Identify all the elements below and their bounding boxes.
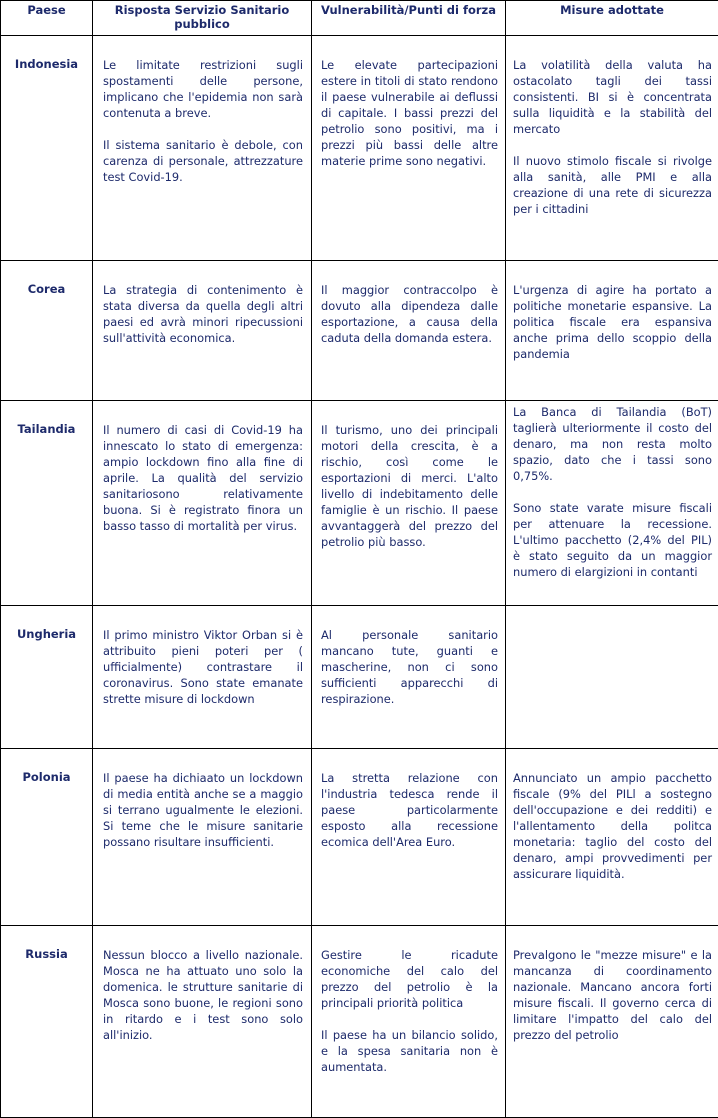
vulnerability-text: La stretta relazione con l'industria tedesca rende il paese particolarmente esposto alla recessione ecomica dell'Area Euro. <box>321 770 498 850</box>
measures-empty-cell <box>506 606 718 749</box>
health-response-text: La strategia di contenimento è stata diversa da quella degli altri paesi ed avrà minori ripecussioni sull'attività economica. <box>103 282 303 346</box>
country-name: Ungheria <box>1 606 93 749</box>
header-row <box>1 1 718 36</box>
country-name: Tailandia <box>1 401 93 606</box>
health-response-text: Il sistema sanitario è debole, con carenza di personale, attrezzature test Covid-19. <box>103 137 303 185</box>
vulnerability-text: Al personale sanitario mancano tute, guanti e mascherine, non ci sono sufficienti apparecchi di respirazione. <box>321 627 498 707</box>
vulnerability-text: Il paese ha un bilancio solido, e la spesa sanitaria non è aumentata. <box>321 1027 498 1075</box>
header-country: Paese <box>1 1 93 36</box>
measures-text: Prevalgono le "mezze misure" e la mancanza di coordinamento nazionale. Mancano ancora forti misure fiscali. Il governo cerca di limitare l'impatto del calo del prezzo del petrolio <box>513 947 712 1043</box>
country-name: Corea <box>1 261 93 401</box>
country-name: Russia <box>1 926 93 1118</box>
health-response-text: Il primo ministro Viktor Orban si è attribuito pieni poteri per ( ufficialmente) contrastare il coronavirus. Sono state emanate strette misure di lockdown <box>103 627 303 707</box>
vulnerability-text: Gestire le ricadute economiche del calo del prezzo del petrolio è la principali priorità politica <box>321 947 498 1011</box>
health-response-text: Il paese ha dichiaato un lockdown di media entità anche se a maggio si terrano ugualmente le elezioni. Si teme che le misure sanitarie possano risultare insufficienti. <box>103 770 303 850</box>
measures-text: La Banca di Tailandia (BoT) taglierà ulteriormente il costo del denaro, ma non resta molto spazio, dato che i tassi sono 0,75%. <box>513 404 712 484</box>
country-name: Polonia <box>1 749 93 926</box>
vulnerability-text: Le elevate partecipazioni estere in titoli di stato rendono il paese vulnerabile ai deflussi di capitale. I bassi prezzi del petrolio sono positivi, ma i prezzi più bassi delle altre materie prime sono negativi. <box>321 57 498 169</box>
health-response-text: Le limitate restrizioni sugli spostamenti delle persone, implicano che l'epidemia non sarà contenuta a breve. <box>103 57 303 121</box>
measures-text: L'urgenza di agire ha portato a politiche monetarie espansive. La politica fiscale era espansiva anche prima dello scoppio della pandemia <box>513 282 712 362</box>
health-response-text: Il numero di casi di Covid-19 ha innescato lo stato di emergenza: ampio lockdown fino alla fine di aprile. La qualità del servizio sanitariosono relativamente buona. Si è registrato finora un basso tasso di mortalità per virus. <box>103 422 303 534</box>
measures-text: La volatilità della valuta ha ostacolato tagli dei tassi consistenti. BI si è concentrata sulla liquidità e la stabilità del mercato <box>513 57 712 137</box>
table-row <box>1 401 718 606</box>
header-health-response: Risposta Servizio Sanitario pubblico <box>93 1 312 36</box>
measures-text: Il nuovo stimolo fiscale si rivolge alla sanità, alle PMI e alla creazione di una rete di sicurezza per i cittadini <box>513 153 712 217</box>
vulnerability-text: Il turismo, uno dei principali motori della crescita, è a rischio, così come le esportazioni di merci. L'alto livello di indebitamento delle famiglie è un rischio. Il paese avvantaggerà del prezzo del petrolio più basso. <box>321 422 498 550</box>
table-row <box>1 749 718 926</box>
health-response-text: Nessun blocco a livello nazionale. Mosca ne ha attuato uno solo la domenica. le strutture sanitarie di Mosca sono buone, le regioni sono in ritardo e i test sono solo all'inizio. <box>103 947 303 1043</box>
header-measures: Misure adottate <box>506 1 718 36</box>
measures-text: Sono state varate misure fiscali per attenuare la recessione. L'ultimo pacchetto (2,4% del PIL) è stato seguito da un maggior numero di elargizioni in contanti <box>513 500 712 580</box>
table-row <box>1 606 718 749</box>
country-name: Indonesia <box>1 36 93 261</box>
vulnerability-text: Il maggior contraccolpo è dovuto alla dipendeza dalle esportazione, a causa della caduta della domanda estera. <box>321 282 498 346</box>
measures-text: Annunciato un ampio pacchetto fiscale (9% del PILl a sostegno dell'occupazione e dei redditi) e l'allentamento della politca monetaria: taglio del costo del denaro, ampi provvedimenti per assicurare liquidità. <box>513 770 712 882</box>
table-row <box>1 261 718 401</box>
table-row <box>1 36 718 261</box>
table-row <box>1 926 718 1118</box>
header-vulnerability: Vulnerabilità/Punti di forza <box>312 1 506 36</box>
